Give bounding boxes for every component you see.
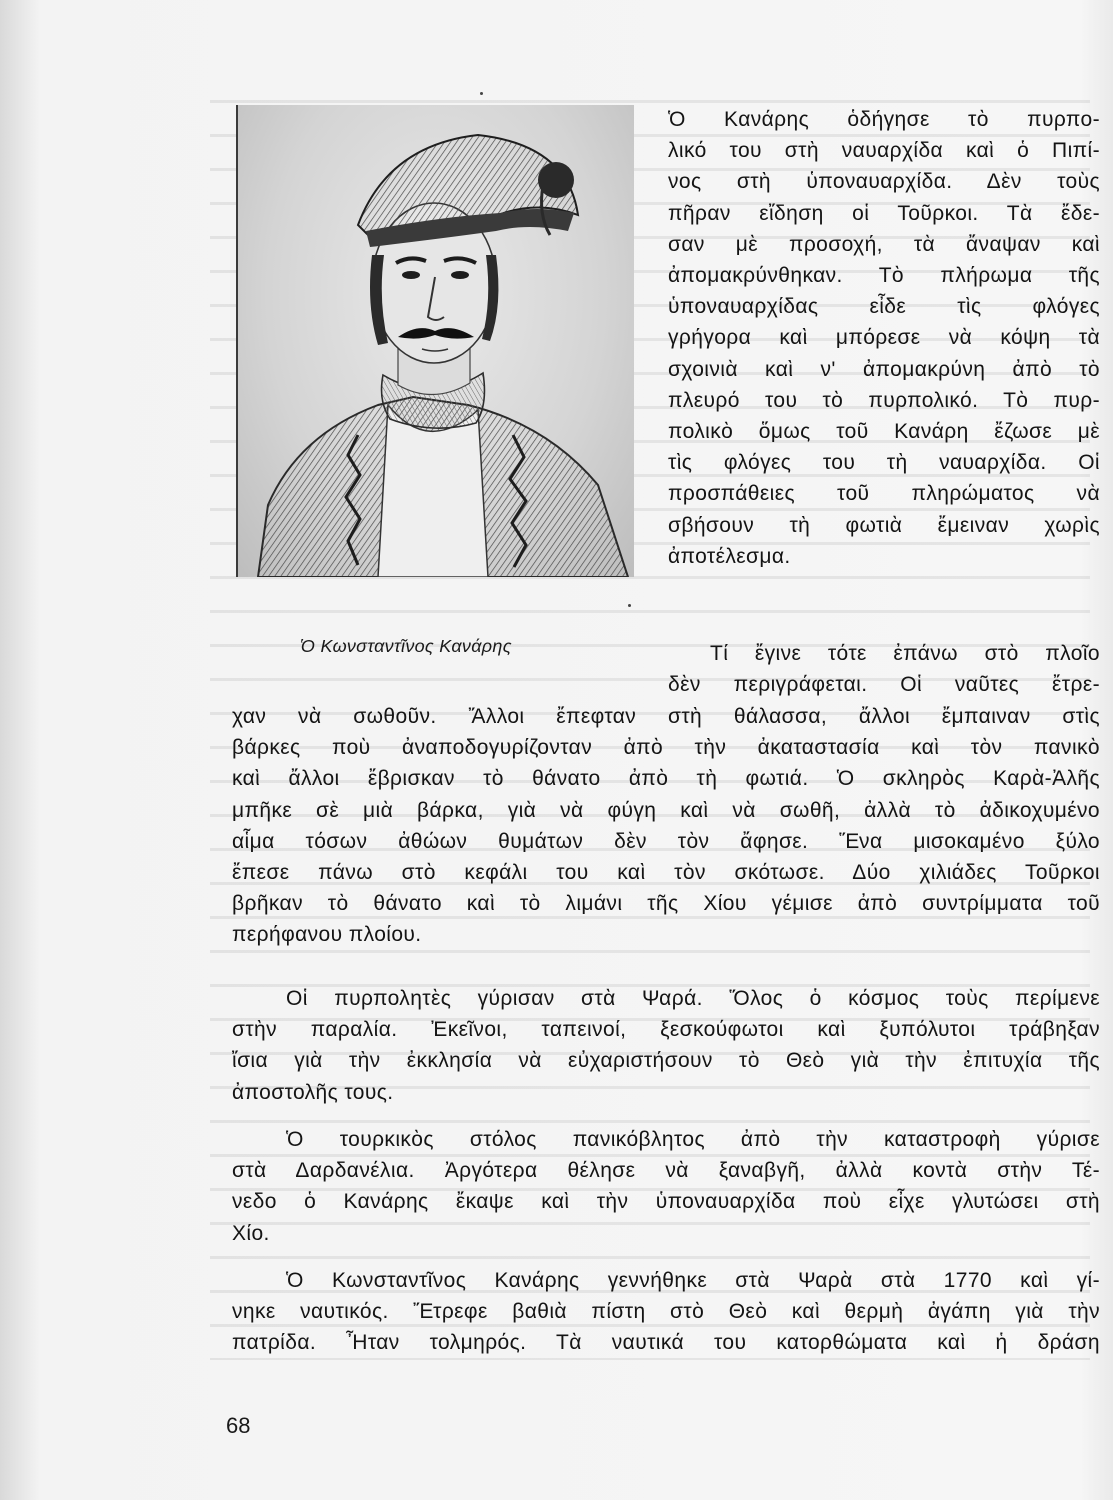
scan-speck <box>628 604 631 607</box>
text-line: Οἱ πυρπολητὲς γύρισαν στὰ Ψαρά. Ὅλος ὁ κόσμος τοὺς περίμενε <box>286 987 1100 1010</box>
text-line: περήφανου πλοίου. <box>232 923 422 947</box>
text-line: ἀποτέλεσμα. <box>668 544 791 568</box>
text-line: πῆραν εἴδηση οἱ Τοῦρκοι. Τὰ ἔδε- <box>668 201 1100 225</box>
text-line: ἀποστολῆς τους. <box>232 1080 394 1104</box>
text-line: χαν νὰ σωθοῦν. Ἄλλοι ἔπεφταν στὴ θάλασσα, ἄλλοι ἔμπαιναν στὶς <box>232 705 1100 728</box>
paragraph-2-cont <box>232 701 1100 951</box>
text-line: Ὁ τουρκικὸς στόλος πανικόβλητος ἀπὸ τὴν καταστροφὴ γύρισε <box>286 1128 1100 1151</box>
text-line: στὴν παραλία. Ἐκεῖνοι, ταπεινοί, ξεσκούφωτοι καὶ ξυπόλυτοι τράβηξαν <box>232 1018 1100 1042</box>
text-line: Ὁ Κανάρης ὁδήγησε τὸ πυρπο- <box>668 108 1100 131</box>
text-line: αἷμα τόσων ἀθώων θυμάτων δὲν τὸν ἄφησε. Ἕνα μισοκαμένο ξύλο <box>232 829 1100 853</box>
paragraph-3 <box>232 983 1100 1108</box>
portrait-engraving-icon <box>238 105 634 577</box>
text-line: νος στὴ ὑποναυαρχίδα. Δὲν τοὺς <box>668 170 1100 194</box>
text-line: δὲν περιγράφεται. Οἱ ναῦτες ἔτρε- <box>668 673 1100 697</box>
text-line: τὶς φλόγες του τὴ ναυαρχίδα. Οἱ <box>668 451 1100 475</box>
text-line: σχοινιὰ καὶ ν' ἀπομακρύνη ἀπὸ τὸ <box>668 357 1100 381</box>
text-line: πλευρό του τὸ πυρπολικό. Τὸ πυρ- <box>668 388 1100 412</box>
paragraph-4 <box>232 1124 1100 1249</box>
text-line: πατρίδα. Ἦταν τολμηρός. Τὰ ναυτικά του κατορθώματα καὶ ἡ δράση <box>232 1331 1100 1355</box>
portrait-engraving <box>236 105 634 577</box>
text-line: γρήγορα καὶ μπόρεσε νὰ κόψη τὰ <box>668 326 1100 350</box>
text-line: στὰ Δαρδανέλια. Ἀργότερα θέλησε νὰ ξαναβγῆ, ἀλλὰ κοντὰ στὴν Τέ- <box>232 1159 1100 1183</box>
text-line: ἴσια γιὰ τὴν ἐκκλησία νὰ εὐχαριστήσουν τὸ Θεὸ γιὰ τὴν ἐπιτυχία τῆς <box>232 1049 1100 1073</box>
text-line: Χίο. <box>232 1221 270 1245</box>
text-line: σαν μὲ προσοχή, τὰ ἄναψαν καὶ <box>668 232 1100 256</box>
text-line: βρῆκαν τὸ θάνατο καὶ τὸ λιμάνι τῆς Χίου γέμισε ἀπὸ συντρίμματα τοῦ <box>232 892 1100 916</box>
text-line: ὑποναυαρχίδας εἶδε τὶς φλόγες <box>668 295 1100 319</box>
paragraph-5 <box>232 1265 1100 1359</box>
paragraph-2-start <box>668 638 1100 700</box>
text-line: λικό του στὴ ναυαρχίδα καὶ ὁ Πιπί- <box>668 139 1100 163</box>
text-line: Τί ἔγινε τότε ἐπάνω στὸ πλοῖο <box>710 642 1100 665</box>
text-line: καὶ ἄλλοι ἔβρισκαν τὸ θάνατο ἀπὸ τὴ φωτιά. Ὁ σκληρὸς Καρὰ-Ἀλῆς <box>232 767 1100 791</box>
text-line: Ὁ Κωνσταντῖνος Κανάρης γεννήθηκε στὰ Ψαρὰ στὰ 1770 καὶ γί- <box>286 1269 1100 1292</box>
text-line: βάρκες ποὺ ἀναποδογυρίζονταν ἀπὸ τὴν ἀκαταστασία καὶ τὸν πανικὸ <box>232 736 1100 760</box>
scan-speck <box>480 92 483 95</box>
text-line: προσπάθειες τοῦ πληρώματος νὰ <box>668 482 1100 506</box>
text-line: ἀπομακρύνθηκαν. Τὸ πλήρωμα τῆς <box>668 264 1100 288</box>
figure-caption: Ὁ Κωνσταντῖνος Κανάρης <box>300 636 512 656</box>
text-line: σβήσουν τὴ φωτιὰ ἔμειναν χωρὶς <box>668 513 1100 537</box>
text-line: μπῆκε σὲ μιὰ βάρκα, γιὰ νὰ φύγη καὶ νὰ σωθῆ, ἀλλὰ τὸ ἀδικοχυμένο <box>232 798 1100 822</box>
text-line: ἔπεσε πάνω στὸ κεφάλι του καὶ τὸν σκότωσε. Δύο χιλιάδες Τοῦρκοι <box>232 861 1100 885</box>
paragraph-1 <box>668 104 1100 572</box>
page-number: 68 <box>226 1413 251 1438</box>
text-line: νηκε ναυτικός. Ἔτρεφε βαθιὰ πίστη στὸ Θεὸ καὶ θερμὴ ἀγάπη γιὰ τὴν <box>232 1300 1100 1324</box>
text-line: πολικὸ ὅμως τοῦ Κανάρη ἔζωσε μὲ <box>668 420 1100 444</box>
text-line: νεδο ὁ Κανάρης ἔκαψε καὶ τὴν ὑποναυαρχίδα ποὺ εἶχε γλυτώσει στὴ <box>232 1190 1100 1214</box>
